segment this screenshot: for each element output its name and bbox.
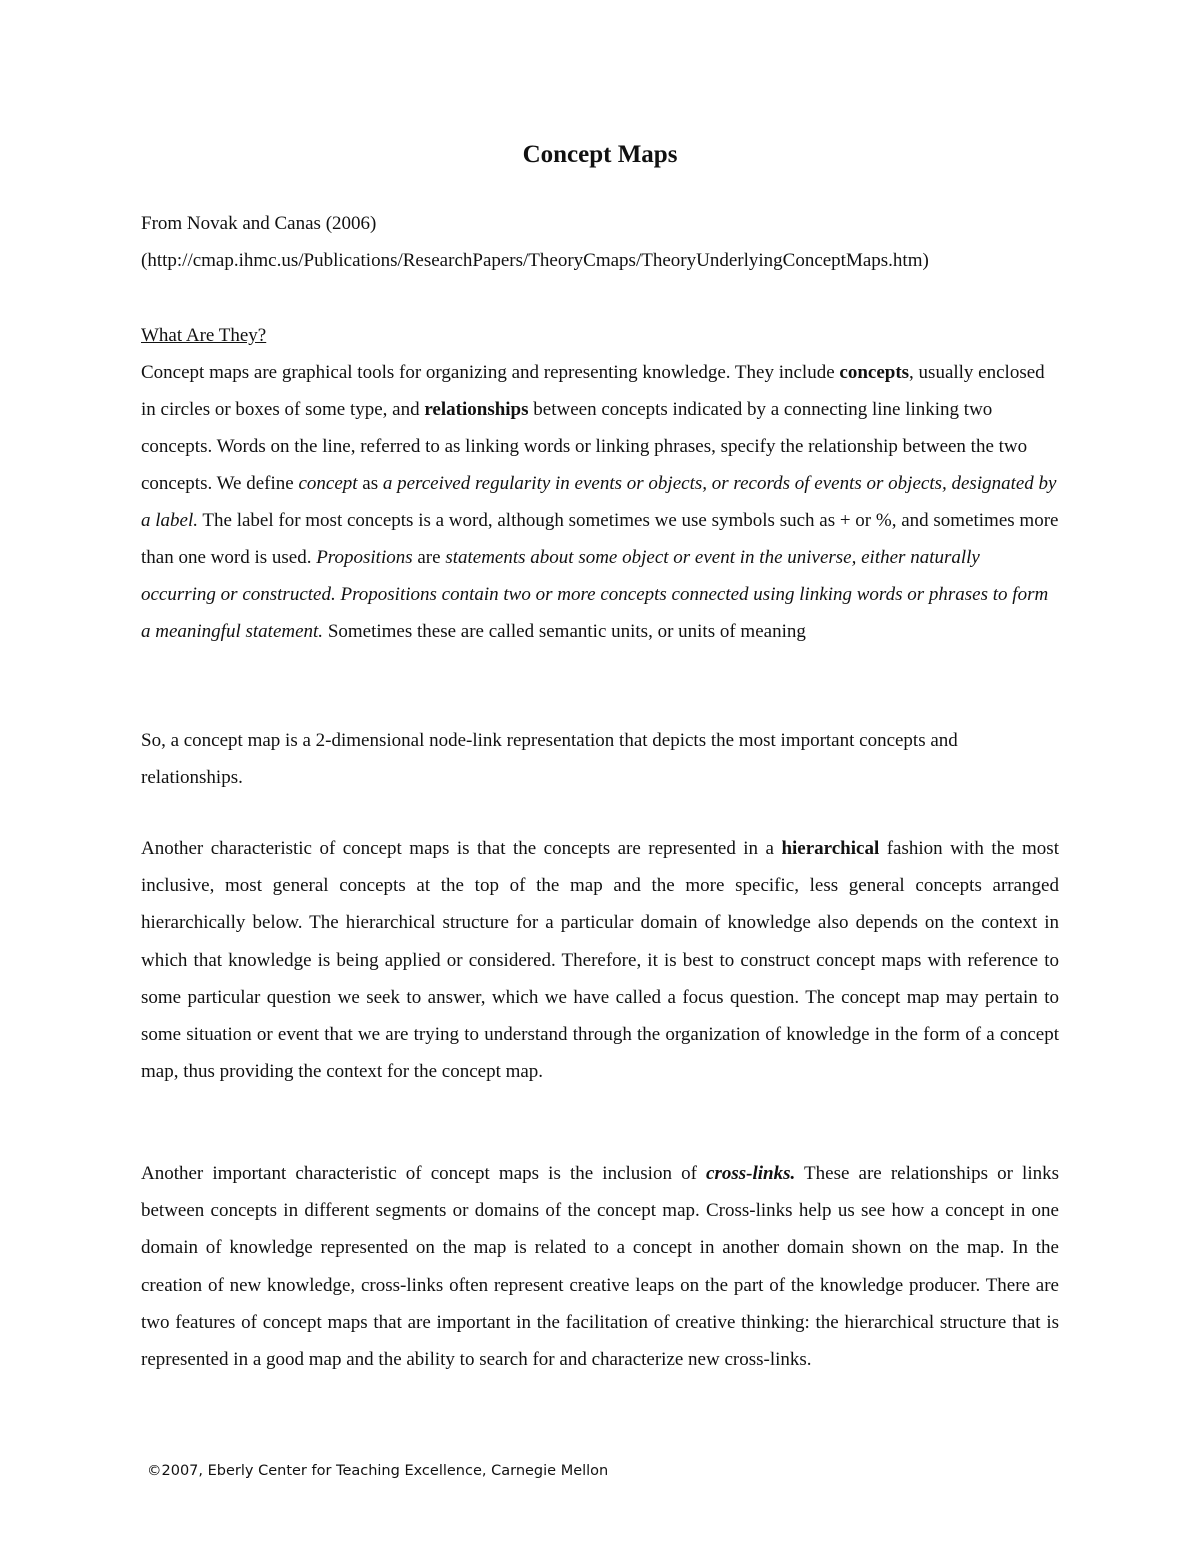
paragraph-summary: So, a concept map is a 2-dimensional node-link representation that depicts the most important concepts and relationships. [141, 730, 958, 788]
copyright-footer: ©2007, Eberly Center for Teaching Excellence, Carnegie Mellon [147, 1463, 609, 1479]
page-title: Concept Maps [522, 141, 678, 168]
term-cross-links: cross-links. [706, 1163, 796, 1184]
term-relationships: relationships [424, 399, 529, 420]
concept-definition: a perceived regularity in events or objects, or records of events or objects, designated by a label. [141, 473, 1057, 531]
source-url: (http://cmap.ihmc.us/Publications/ResearchPapers/TheoryCmaps/TheoryUnderlyingConceptMaps.htm) [141, 250, 929, 271]
paragraph-definition: Concept maps are graphical tools for organizing and representing knowledge. They include concepts, usually enclosed in circles or boxes of some type, and relationships between concepts indicated by a connecting line linking two concepts. Words on the line, referred to as linking words or linking phrases, specify the relationship between the two concepts. We define concept as a perceived regularity in events or objects, or records of events or objects, designated by a label. The label for most concepts is a word, although sometimes we use symbols such as + or %, and sometimes more than one word is used. Propositions are statements about some object or event in the universe, either naturally occurring or constructed. Propositions contain two or more concepts connected using linking words or phrases to form a meaningful statement. Sometimes these are called semantic units, or units of meaning [141, 362, 1059, 642]
source-line: From Novak and Canas (2006) [141, 213, 377, 234]
propositions-definition: statements about some object or event in the universe, either naturally occurring or constructed. Propositions contain two or more concepts connected using linking words or phrases to form a meaningful statement. [141, 547, 1049, 642]
paragraph-cross-links: Another important characteristic of concept maps is the inclusion of cross-links. These are relationships or links between concepts in different segments or domains of the concept map. Cross-links help us see how a concept in one domain of knowledge represented on the map is related to a concept in another domain shown on the map. In the creation of new knowledge, cross-links often represent creative leaps on the part of the knowledge producer. There are two features of concept maps that are important in the facilitation of creative thinking: the hierarchical structure that is represented in a good map and the ability to search for and characterize new cross-links. [141, 1163, 1059, 1371]
term-concept: concept [298, 473, 358, 494]
term-concepts: concepts [839, 362, 910, 383]
section-heading: What Are They? [141, 325, 267, 346]
paragraph-hierarchy: Another characteristic of concept maps is that the concepts are represented in a hierarchical fashion with the most inclusive, most general concepts at the top of the map and the more specific, less general concepts arranged hierarchically below. The hierarchical structure for a particular domain of knowledge also depends on the context in which that knowledge is being applied or considered. Therefore, it is best to construct concept maps with reference to some particular question we seek to answer, which we have called a focus question. The concept map may pertain to some situation or event that we are trying to understand through the organization of knowledge in the form of a concept map, thus providing the context for the concept map. [141, 838, 1059, 1083]
section-what-are-they [141, 317, 1059, 650]
source-citation [141, 205, 1059, 279]
term-hierarchical: hierarchical [781, 838, 880, 859]
term-propositions: Propositions [316, 547, 413, 568]
